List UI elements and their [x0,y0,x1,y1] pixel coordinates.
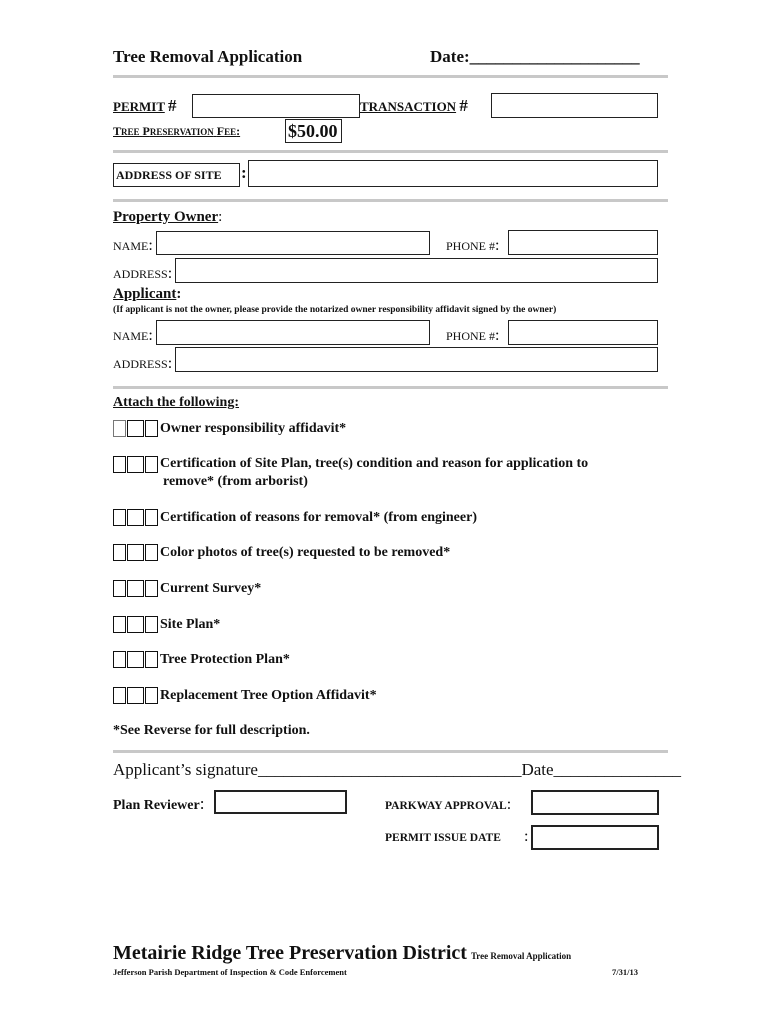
owner-phone-colon: : [495,237,500,254]
plan-reviewer-colon: : [199,794,205,813]
applicant-name-label [113,327,153,345]
divider [113,750,668,753]
owner-address-field[interactable] [175,258,658,283]
parkway-approval-field[interactable] [531,790,659,815]
attachment-item-continued: remove* (from arborist) [163,474,308,489]
attachment-checkbox[interactable] [127,687,144,704]
attachment-checkbox-left[interactable] [113,580,126,597]
divider [113,75,668,78]
attachment-checkbox[interactable] [127,420,144,437]
applicant-heading-colon: : [176,286,182,302]
fee-label [113,124,240,139]
attachment-checkbox-left[interactable] [113,544,126,561]
footer-form-name: Tree Removal Application [470,951,572,961]
permit-issue-date-field[interactable] [531,825,659,850]
department-name: Jefferson Parish Department of Inspection & Code Enforcement [113,967,347,977]
attachment-item: Tree Protection Plan* [160,652,290,667]
site-address-label: ADDRESS OF SITE [113,163,240,187]
footer-title [113,942,571,965]
owner-phone-label-text: PHONE # [446,239,496,253]
attachment-checkbox[interactable] [127,456,144,473]
applicant-heading-text: Applicant [113,286,177,302]
transaction-label-text: TRANSACTION [360,99,457,114]
signature-label: Applicant’s signature [113,760,258,779]
applicant-address-label [113,355,172,373]
owner-name-colon: : [148,237,153,254]
attachment-checkbox-left[interactable] [113,456,126,473]
permit-label-text: PERMIT [113,99,165,114]
applicant-address-colon: : [167,355,173,372]
owner-heading [113,209,222,226]
attachment-checkbox-left[interactable] [113,687,126,704]
attachment-checkbox-left[interactable] [113,651,126,668]
form-title: Tree Removal Application [113,47,303,66]
divider [113,150,668,153]
applicant-phone-field[interactable] [508,320,658,345]
applicant-address-label-text: ADDRESS [113,357,168,371]
attachment-item: Current Survey* [160,581,262,596]
permit-label [113,96,177,116]
date-label [430,47,640,67]
plan-reviewer-field[interactable] [214,790,347,814]
applicant-address-field[interactable] [175,347,658,372]
attachment-item: Site Plan* [160,617,221,632]
owner-address-colon: : [167,265,173,282]
transaction-label [360,96,468,116]
owner-name-field[interactable] [156,231,430,255]
attachment-checkbox-right[interactable] [145,544,158,561]
fee-label-part: T [113,124,122,138]
owner-phone-field[interactable] [508,230,658,255]
parkway-approval-colon: : [506,796,512,813]
attachment-checkbox[interactable] [127,651,144,668]
applicant-phone-label [446,327,499,345]
plan-reviewer-label-text: Plan Reviewer [113,798,200,813]
fee-colon: : [236,124,241,138]
attachment-checkbox-right[interactable] [145,687,158,704]
attachment-checkbox-right[interactable] [145,420,158,437]
attachment-checkbox[interactable] [127,509,144,526]
divider [113,199,668,202]
attachment-checkbox-right[interactable] [145,456,158,473]
permit-hash: # [168,96,177,115]
applicant-name-label-text: NAME [113,329,149,343]
transaction-hash: # [459,96,468,115]
divider [113,386,668,389]
plan-reviewer-label [113,794,204,814]
applicant-phone-label-text: PHONE # [446,329,496,343]
attachment-item: Color photos of tree(s) requested to be removed* [160,545,451,560]
signature-line[interactable]: _______________________________ [257,760,522,779]
attachment-checkbox-left[interactable] [113,509,126,526]
owner-name-label-text: NAME [113,239,149,253]
attachment-checkbox[interactable] [127,544,144,561]
applicant-name-field[interactable] [156,320,430,345]
attachment-checkbox[interactable] [127,580,144,597]
attachments-heading: Attach the following: [113,395,239,410]
applicant-note: (If applicant is not the owner, please provide the notarized owner responsibility affidavit signed by the owner) [113,305,557,315]
site-address-field[interactable] [248,160,658,187]
owner-heading-colon: : [218,209,223,225]
attachment-checkbox-right[interactable] [145,651,158,668]
attachment-checkbox-left[interactable] [113,420,126,437]
parkway-approval-label-text: PARKWAY APPROVAL [385,800,507,812]
signature-date-line[interactable]: _______________ [553,760,682,779]
fee-value: $50.00 [285,119,342,143]
revision-date: 7/31/13 [612,967,638,977]
owner-heading-text: Property Owner [113,209,219,225]
fee-label-part: P [142,124,150,138]
attachment-checkbox-left[interactable] [113,616,126,633]
permit-issue-date-label: PERMIT ISSUE DATE [385,832,501,844]
applicant-heading [113,286,181,303]
district-name: Metairie Ridge Tree Preservation District [113,942,467,964]
attachment-checkbox-right[interactable] [145,509,158,526]
attachment-item: Certification of reasons for removal* (from engineer) [160,510,477,525]
owner-name-label [113,237,153,255]
parkway-approval-label [385,796,511,814]
fee-label-part: RESERVATION [149,127,214,137]
date-line[interactable]: ____________________ [469,47,640,66]
date-label-text: Date: [430,47,470,66]
attachment-item: Certification of Site Plan, tree(s) condition and reason for application to [160,456,589,471]
fee-label-part: EE [224,127,237,137]
applicant-phone-colon: : [495,327,500,344]
attachment-item: Replacement Tree Option Affidavit* [160,688,377,703]
attachment-checkbox[interactable] [127,616,144,633]
site-address-colon: : [241,163,247,182]
signature-row [113,760,681,780]
applicant-name-colon: : [148,327,153,344]
permit-issue-date-colon: : [524,828,529,845]
signature-date-label: Date [521,760,554,779]
transaction-number-field[interactable] [491,93,658,118]
attachment-checkbox-right[interactable] [145,616,158,633]
owner-address-label [113,265,172,283]
owner-phone-label [446,237,499,255]
fee-label-part: F [216,124,225,138]
attachment-checkbox-right[interactable] [145,580,158,597]
permit-number-field[interactable] [192,94,360,118]
fee-label-part: REE [121,127,140,137]
attachment-item: Owner responsibility affidavit* [160,421,347,436]
owner-address-label-text: ADDRESS [113,267,168,281]
attachments-footnote: *See Reverse for full description. [113,723,310,738]
